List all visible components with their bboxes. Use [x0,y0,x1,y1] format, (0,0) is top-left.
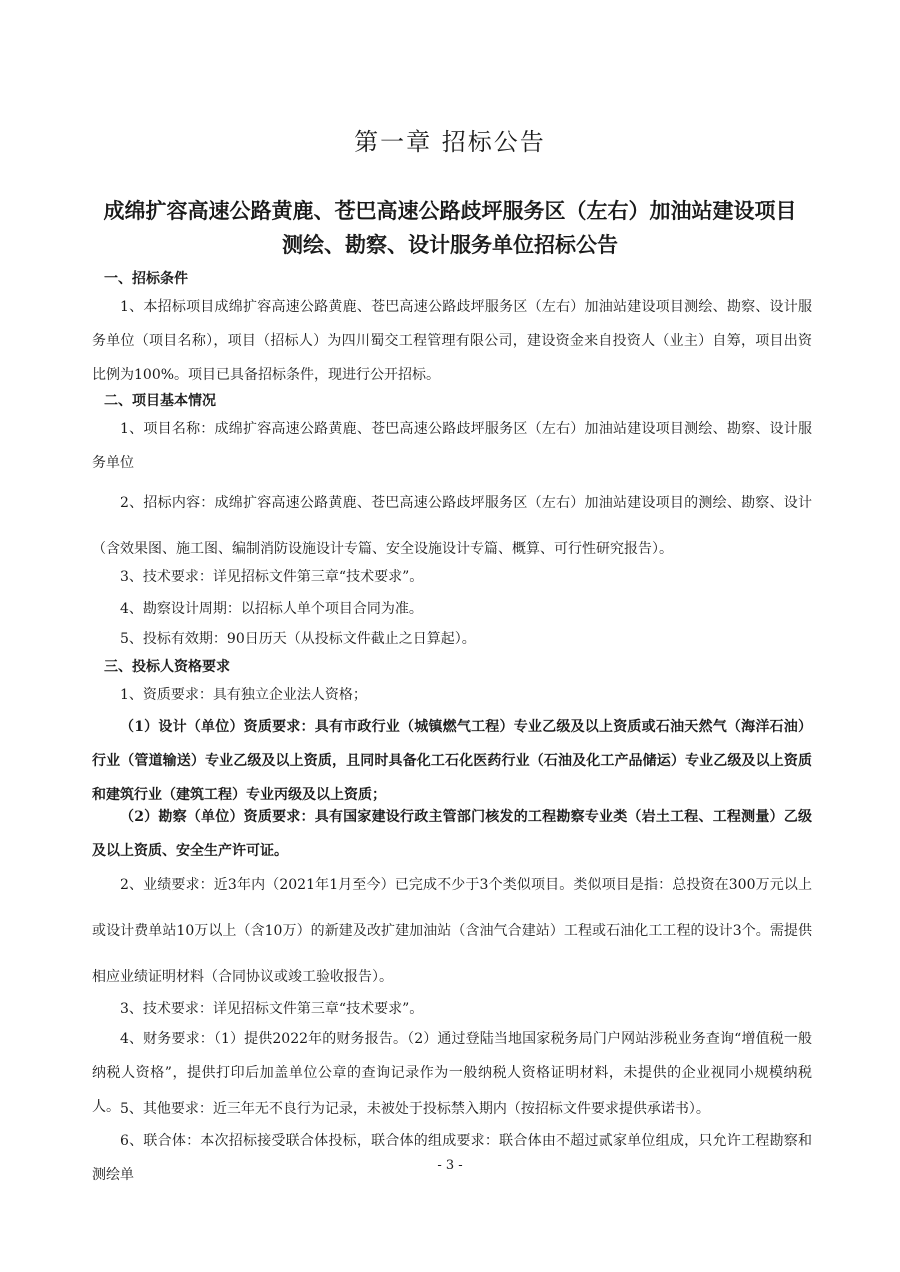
paragraph-design-qualification: （1）设计（单位）资质要求：具有市政行业（城镇燃气工程）专业乙级及以上资质或石油天然气（海洋石油）行业（管道输送）专业乙级及以上资质，且同时具备化工石化医药行业（石油及化工产品储运）专业乙级及以上资质和建筑行业（建筑工程）专业丙级及以上资质； [92,719,812,803]
page-number: - 3 - [437,1158,463,1173]
paragraph-performance-requirement: 2、业绩要求：近3年内（2021年1月至今）已完成不少于3个类似项目。类似项目是指：总投资在300万元以上或设计费单站10万以上（含10万）的新建及改扩建加油站（含油气合建站）工程或石油化工工程的设计3个。需提供相应业绩证明材料（合同协议或竣工验收报告）。 [92,877,812,985]
notice-title-line1: 成绵扩容高速公路黄鹿、苍巴高速公路歧坪服务区（左右）加油站建设项目 [103,198,797,223]
notice-title-line2: 测绘、勘察、设计服务单位招标公告 [282,232,618,257]
paragraph-survey-qualification: （2）勘察（单位）资质要求：具有国家建设行政主管部门核发的工程勘察专业类（岩土工程、工程测量）乙级及以上资质、安全生产许可证。 [92,809,812,859]
section-heading-bidding-conditions: 一、招标条件 [104,271,188,287]
paragraph-other-requirements: 5、其他要求：近三年无不良行为记录，未被处于投标禁入期内（按招标文件要求提供承诺书）。 [120,1101,710,1117]
paragraph-project-name: 1、项目名称：成绵扩容高速公路黄鹿、苍巴高速公路歧坪服务区（左右）加油站建设项目测绘、勘察、设计服务单位 [92,421,812,471]
paragraph-financial-requirement: 4、财务要求：（1）提供2022年的财务报告。（2）通过登陆当地国家税务局门户网站涉税业务查询“增值税一般纳税人资格”，提供打印后加盖单位公章的查询记录作为一般纳税人资格证明材料，未提供的企业视同小规模纳税人。 [92,1031,812,1115]
section-heading-project-info: 二、项目基本情况 [104,393,216,409]
section-heading-qualification: 三、投标人资格要求 [104,659,230,675]
paragraph-bidding-content: 2、招标内容：成绵扩容高速公路黄鹿、苍巴高速公路歧坪服务区（左右）加油站建设项目的测绘、勘察、设计（含效果图、施工图、编制消防设施设计专篇、安全设施设计专篇、概算、可行性研究报告）。 [92,495,812,557]
paragraph-consortium: 6、联合体：本次招标接受联合体投标，联合体的组成要求：联合体由不超过贰家单位组成，只允许工程勘察和测绘单 [92,1133,812,1183]
paragraph-technical-requirements: 3、技术要求：详见招标文件第三章“技术要求”。 [120,569,424,585]
paragraph-technical-requirements-2: 3、技术要求：详见招标文件第三章“技术要求”。 [120,1001,424,1017]
paragraph-bid-validity: 5、投标有效期：90日历天（从投标文件截止之日算起）。 [120,631,476,647]
paragraph-survey-design-period: 4、勘察设计周期：以招标人单个项目合同为准。 [120,601,423,617]
paragraph-qualification-requirement: 1、资质要求：具有独立企业法人资格； [120,687,367,703]
chapter-title: 第一章 招标公告 [354,128,546,156]
paragraph-bidding-conditions: 1、本招标项目成绵扩容高速公路黄鹿、苍巴高速公路歧坪服务区（左右）加油站建设项目测绘、勘察、设计服务单位（项目名称），项目（招标人）为四川蜀交工程管理有限公司，建设资金来自投资人（业主）自筹，项目出资比例为100%。项目已具备招标条件，现进行公开招标。 [92,299,812,383]
notice-title [60,194,840,262]
